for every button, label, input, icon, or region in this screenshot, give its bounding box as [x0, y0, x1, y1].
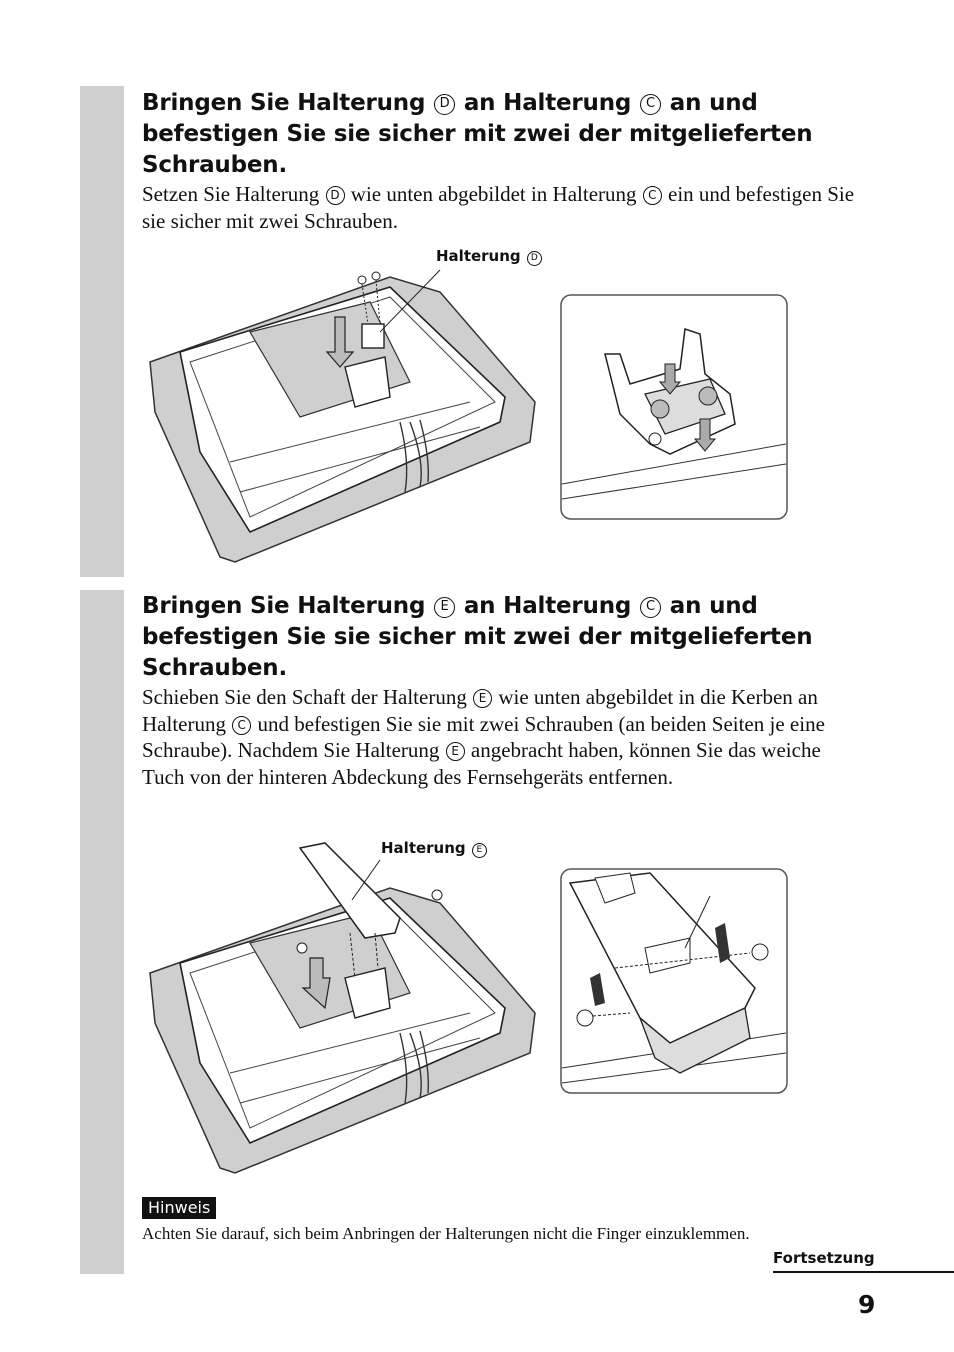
circled-letter-e: E	[473, 689, 492, 708]
step1-heading-text-c: an und befestigen Sie sie sicher mit zwei der mitgelieferten Schrauben.	[142, 90, 813, 178]
step2-body-text-d: angebracht haben, können Sie das weiche Tuch von der hinteren Abdeckung des Fernsehgeräts entfernen.	[142, 738, 821, 789]
figure-label-text: Halterung	[381, 839, 471, 857]
step1-body-text-c: ein und befestigen Sie sie sicher mit zwei Schrauben.	[142, 182, 855, 233]
step1-body	[142, 181, 862, 235]
tv-back-illustration-step2	[140, 838, 540, 1183]
circled-letter-c: C	[643, 186, 662, 205]
continued-rule	[773, 1271, 954, 1273]
circled-letter-e: E	[446, 742, 465, 761]
step-bar-2	[80, 590, 124, 1274]
step1-body-text-a: Setzen Sie Halterung	[142, 182, 325, 206]
tv-back-illustration-step1	[140, 262, 540, 572]
step2-heading-text-a: Bringen Sie Halterung	[142, 593, 434, 619]
step2-body-text-c: und befestigen Sie sie mit zwei Schrauben (an beiden Seiten je eine Schraube). Nachdem Sie Halterung	[142, 711, 825, 762]
step2-heading	[142, 591, 842, 684]
step1-heading-text-b: an Halterung	[456, 90, 639, 116]
circled-letter-d: D	[326, 186, 345, 205]
circled-letter-e: E	[472, 843, 487, 858]
note-badge: Hinweis	[142, 1197, 216, 1219]
circled-letter-c: C	[640, 94, 661, 115]
circled-letter-c: C	[232, 716, 251, 735]
bracket-detail-illustration-step1	[560, 294, 790, 522]
figure-label-text: Halterung	[436, 247, 526, 265]
step2-heading-text-b: an Halterung	[456, 593, 639, 619]
circled-letter-c: C	[640, 597, 661, 618]
note-text: Achten Sie darauf, sich beim Anbringen der Halterungen nicht die Finger einzuklemmen.	[142, 1224, 750, 1243]
step2-body	[142, 684, 862, 790]
step1-heading	[142, 88, 842, 181]
circled-letter-d: D	[434, 94, 455, 115]
step2-heading-text-c: an und befestigen Sie sie sicher mit zwei der mitgelieferten Schrauben.	[142, 593, 813, 681]
step2-body-text-a: Schieben Sie den Schaft der Halterung	[142, 685, 473, 709]
circled-letter-d: D	[527, 251, 542, 266]
step-bar-1	[80, 86, 124, 577]
step1-body-text-b: wie unten abgebildet in Halterung	[345, 182, 642, 206]
page-number: 9	[858, 1290, 876, 1319]
step2-body-text-b: wie unten abgebildet in die Kerben an Halterung	[142, 685, 818, 736]
step1-heading-text-a: Bringen Sie Halterung	[142, 90, 434, 116]
circled-letter-e: E	[434, 597, 455, 618]
continued-label: Fortsetzung	[773, 1249, 875, 1267]
bracket-detail-illustration-step2	[560, 868, 790, 1096]
